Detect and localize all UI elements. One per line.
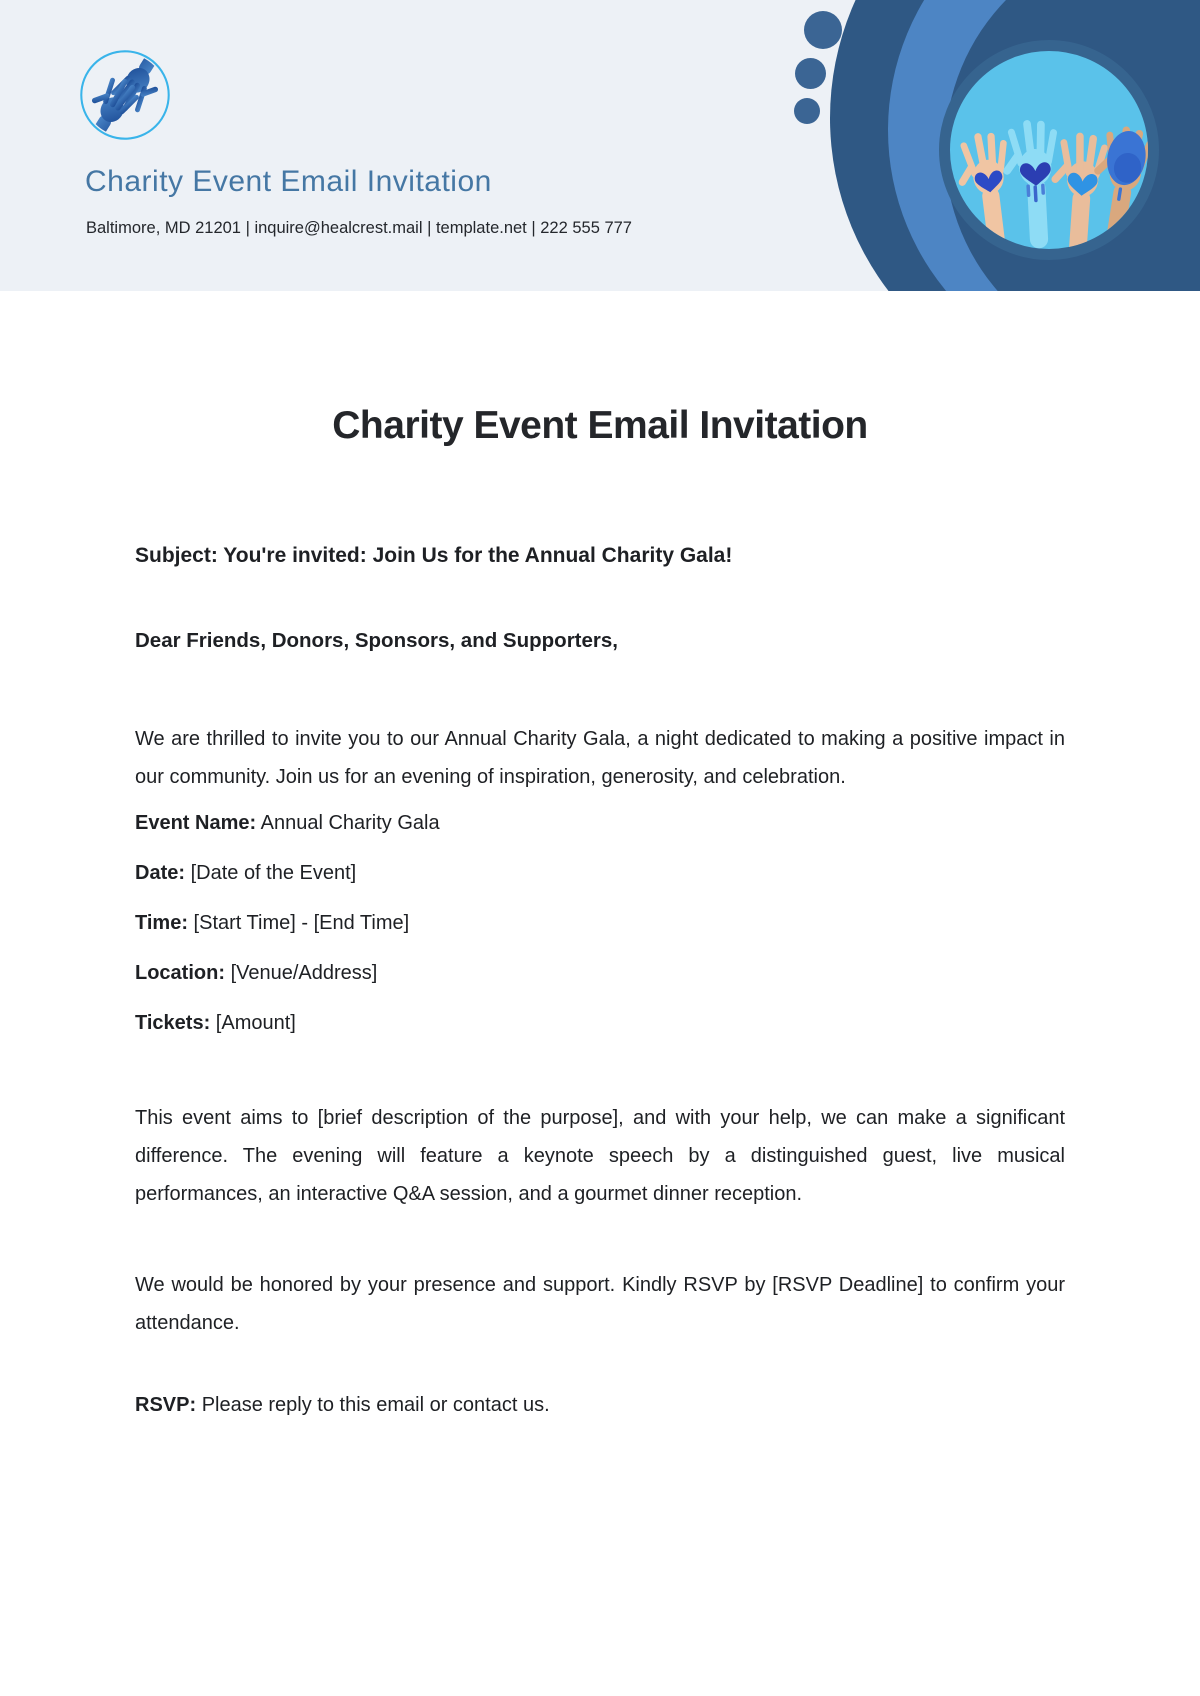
salutation: Dear Friends, Donors, Sponsors, and Supporters, <box>135 629 618 652</box>
detail-event-name <box>135 809 1065 837</box>
painted-hands-photo <box>939 40 1159 260</box>
detail-location <box>135 959 1065 987</box>
rsvp-value: Please reply to this email or contact us. <box>201 1394 550 1416</box>
detail-value: [Amount] <box>215 1012 296 1034</box>
intro-paragraph: We are thrilled to invite you to our Annual Charity Gala, a night dedicated to making a positive impact in our community. Join us for an evening of inspiration, generosity, and celebration. <box>135 728 1065 788</box>
description-paragraph: This event aims to [brief description of the purpose], and with your help, we can make a significant difference. The evening will feature a keynote speech by a distinguished guest, live musical performances, an interactive Q&A session, and a gourmet dinner reception. <box>135 1107 1065 1205</box>
rsvp-line <box>135 1391 1065 1419</box>
detail-label: Event Name: <box>135 812 257 834</box>
decor-dot-large <box>804 11 842 49</box>
detail-value: [Date of the Event] <box>190 862 357 884</box>
detail-value: [Venue/Address] <box>230 962 378 984</box>
detail-label: Date: <box>135 862 186 884</box>
letterhead-contact-line: Baltimore, MD 21201 | inquire@healcrest.mail | template.net | 222 555 777 <box>86 219 632 237</box>
decor-dot-small <box>794 98 820 124</box>
rsvp-request-paragraph: We would be honored by your presence and support. Kindly RSVP by [RSVP Deadline] to confirm your attendance. <box>135 1274 1065 1334</box>
rsvp-label: RSVP: <box>135 1394 197 1416</box>
detail-value: Annual Charity Gala <box>260 812 440 834</box>
charity-hands-logo-icon <box>78 48 172 142</box>
detail-label: Location: <box>135 962 225 984</box>
detail-label: Tickets: <box>135 1012 211 1034</box>
detail-value: [Start Time] - [End Time] <box>193 912 410 934</box>
letterhead-title: Charity Event Email Invitation <box>85 165 492 198</box>
subject-line: Subject: You're invited: Join Us for the Annual Charity Gala! <box>135 544 733 567</box>
detail-label: Time: <box>135 912 188 934</box>
detail-time <box>135 909 1065 937</box>
detail-tickets <box>135 1009 1065 1037</box>
detail-date <box>135 859 1065 887</box>
letterhead <box>0 0 1200 291</box>
decor-dot-medium <box>795 58 826 89</box>
letter-body <box>0 402 1200 1419</box>
page-title: Charity Event Email Invitation <box>332 404 868 447</box>
